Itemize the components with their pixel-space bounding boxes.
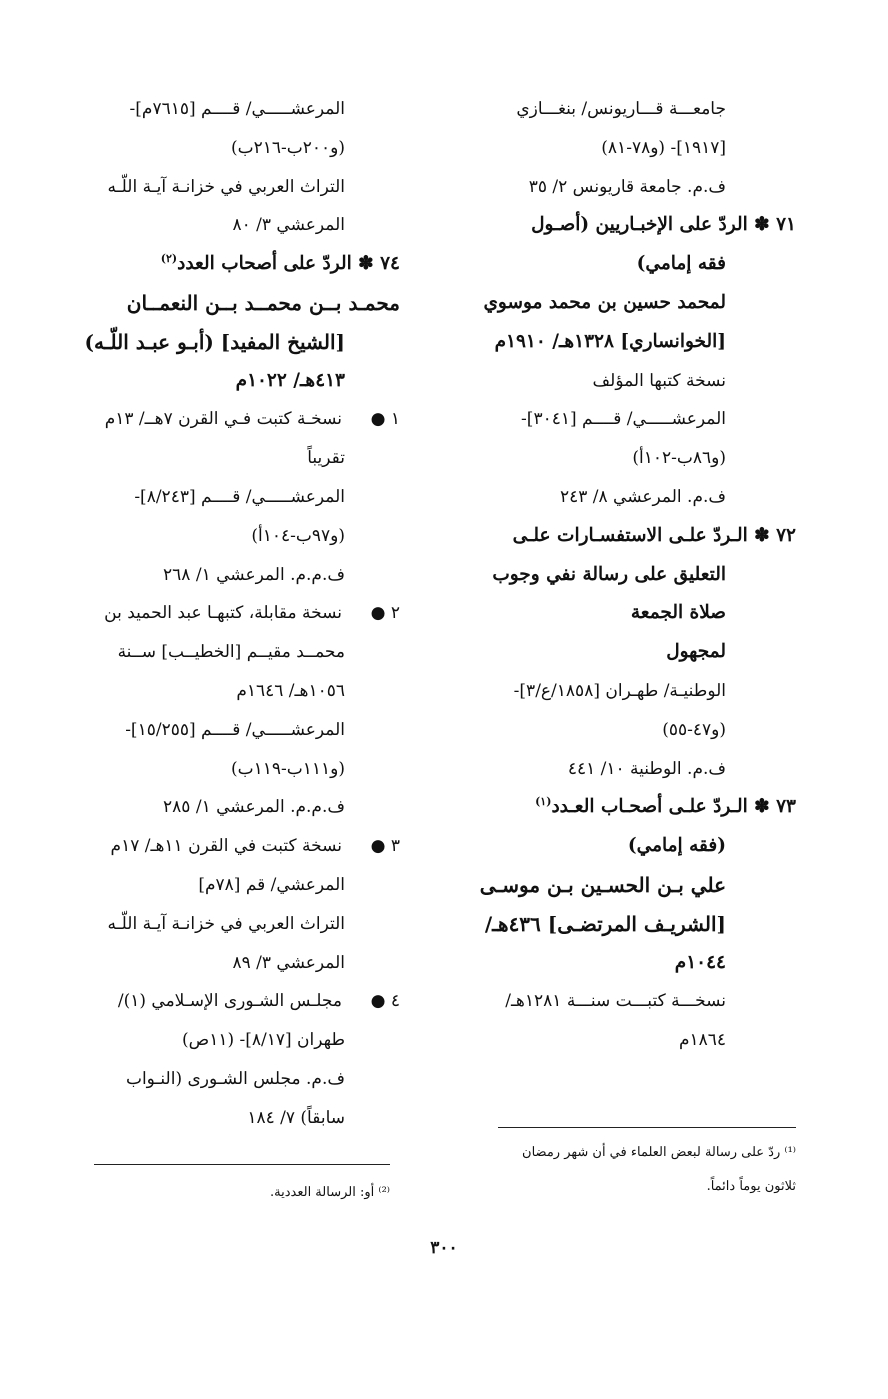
line-text: (فقه إمامي) bbox=[627, 835, 726, 857]
line-text: سابقاً) ٧/ ١٨٤ bbox=[247, 1107, 345, 1128]
right-column-line bbox=[456, 90, 796, 129]
line-text: [١٩١٧]- (و٧٨-٨١) bbox=[601, 137, 726, 158]
list-bullet: ٤ ● bbox=[370, 991, 400, 1012]
line-text: (و٨٦ب-١٠٢أ) bbox=[632, 448, 726, 469]
line-text: ١٠٥٦هـ/ ١٦٤٦م bbox=[236, 680, 345, 701]
left-column-line bbox=[55, 750, 400, 789]
left-column-line bbox=[55, 594, 400, 633]
line-text: ٧٤ ✽ الردّ على أصحاب العدد bbox=[177, 253, 400, 275]
line-text: [الشريـف المرتضـى] ٤٣٦هـ/ bbox=[484, 911, 726, 936]
line-text: ف.م. مجلس الشـورى (النـواب bbox=[125, 1068, 345, 1089]
left-column-line bbox=[55, 323, 400, 362]
right-column-line bbox=[456, 129, 796, 168]
line-text: ف.م. الوطنية ١٠/ ٤٤١ bbox=[567, 758, 726, 779]
left-column-line bbox=[55, 168, 400, 207]
right-column-line bbox=[456, 556, 796, 595]
line-text: المرعشي ٣/ ٨٠ bbox=[232, 215, 345, 236]
line-text: ف.م.م. المرعشي ١/ ٢٨٥ bbox=[163, 797, 345, 818]
left-column-line bbox=[55, 672, 400, 711]
line-text: ١٨٦٤م bbox=[678, 1030, 726, 1051]
footnote-right-line1: ⁽¹⁾ ردّ على رسالة لبعض العلماء في أن شهر رمضان bbox=[522, 1145, 796, 1160]
right-column-line bbox=[456, 323, 796, 362]
line-text: نسخة كتبت في القرن ١١هـ/ ١٧م bbox=[110, 836, 342, 857]
left-column-line bbox=[55, 905, 400, 944]
right-column-line bbox=[456, 168, 796, 207]
left-column-line bbox=[55, 788, 400, 827]
left-column-line bbox=[55, 1099, 400, 1138]
right-column-line bbox=[456, 362, 796, 401]
right-column-line bbox=[456, 206, 796, 245]
left-column-line bbox=[55, 439, 400, 478]
line-text: محمــد مقيــم [الخطيــب] ســنة bbox=[117, 642, 345, 663]
line-text: ٧٢ ✽ الـردّ علـى الاستفسـارات علـى bbox=[512, 524, 796, 546]
line-text: ف.م. جامعة قاريونس ٢/ ٣٥ bbox=[528, 176, 726, 197]
left-column-line bbox=[55, 362, 400, 401]
left-column-line bbox=[55, 1060, 400, 1099]
right-column-line bbox=[456, 866, 796, 905]
line-text: ف.م.م. المرعشي ١/ ٢٦٨ bbox=[163, 564, 345, 585]
left-column-line bbox=[55, 866, 400, 905]
line-text: نسخـــة كتبـــت سنـــة ١٢٨١هـ/ bbox=[505, 991, 726, 1012]
left-column-line bbox=[55, 711, 400, 750]
right-column-line bbox=[456, 284, 796, 323]
left-column-line bbox=[55, 206, 400, 245]
left-column-line bbox=[55, 129, 400, 168]
left-column-line bbox=[55, 1021, 400, 1060]
line-text: جامعـــة قـــاريونس/ بنغـــازي bbox=[516, 99, 726, 119]
line-text: علي بـن الحسـين بـن موسـى bbox=[479, 872, 726, 897]
line-text: التراث العربي في خزانـة آيـة اللّـه bbox=[107, 176, 345, 197]
right-column-line bbox=[456, 788, 796, 827]
footnote-rule-right bbox=[498, 1127, 796, 1128]
footnote-marker: (١) bbox=[535, 795, 552, 809]
left-column-line bbox=[55, 90, 400, 129]
line-text: ١٠٤٤م bbox=[674, 951, 726, 973]
left-column-line bbox=[55, 982, 400, 1021]
line-text: تقريباً bbox=[307, 448, 345, 469]
left-column-line bbox=[55, 633, 400, 672]
line-text: (و٤٧-٥٥) bbox=[662, 719, 726, 740]
line-text: نسخة كتبها المؤلف bbox=[592, 370, 726, 391]
line-text: ٧١ ✽ الردّ على الإخبـاريين (أصـول bbox=[531, 214, 796, 236]
right-column bbox=[456, 90, 796, 1060]
list-bullet: ١ ● bbox=[370, 409, 400, 430]
left-column-line bbox=[55, 400, 400, 439]
line-text: نسخة مقابلة، كتبهـا عبد الحميد بن bbox=[104, 603, 342, 624]
line-text: لمحمد حسين بن محمد موسوي bbox=[483, 291, 726, 313]
line-text: ف.م. المرعشي ٨/ ٢٤٣ bbox=[559, 486, 726, 507]
list-bullet: ٢ ● bbox=[370, 603, 400, 624]
right-column-line bbox=[456, 245, 796, 284]
line-text: المرعشـــــي/ قــــم [٣٠٤١]- bbox=[521, 409, 726, 430]
right-column-line bbox=[456, 594, 796, 633]
line-text: نسخـة كتبت فـي القرن ٧هــ/ ١٣م bbox=[104, 409, 342, 430]
line-text: المرعشـــــي/ قــــم [٨/٢٤٣]- bbox=[134, 486, 345, 507]
right-column-line bbox=[456, 400, 796, 439]
left-column-line bbox=[55, 245, 400, 284]
left-column-line bbox=[55, 517, 400, 556]
left-column-line bbox=[55, 478, 400, 517]
line-text: لمجهول bbox=[666, 641, 726, 663]
line-text: مجلـس الشـورى الإسـلامي (١)/ bbox=[117, 991, 342, 1012]
right-column-line bbox=[456, 905, 796, 944]
left-column-line bbox=[55, 556, 400, 595]
right-column-line bbox=[456, 478, 796, 517]
left-column bbox=[55, 90, 400, 1138]
line-text: [الشيخ المفيد] (أبـو عبـد اللّـه) bbox=[84, 329, 345, 354]
left-column-line bbox=[55, 827, 400, 866]
footnote-right-line2: ثلاثون يوماً دائماً. bbox=[706, 1179, 796, 1194]
right-column-line bbox=[456, 1021, 796, 1060]
right-column-line bbox=[456, 517, 796, 556]
line-text: (و٢٠٠ب-٢١٦ب) bbox=[230, 137, 345, 158]
footnote-rule-left bbox=[94, 1164, 390, 1165]
line-text: ٧٣ ✽ الـردّ علـى أصحـاب العـدد bbox=[551, 796, 796, 818]
line-text: (و١١١ب-١١٩ب) bbox=[230, 758, 345, 779]
line-text: التراث العربي في خزانـة آيـة اللّـه bbox=[107, 913, 345, 934]
right-column-line bbox=[456, 672, 796, 711]
line-text: طهران [٨/١٧]- (١١ص) bbox=[182, 1030, 345, 1051]
line-text: فقه إمامي) bbox=[636, 253, 726, 275]
right-column-line bbox=[456, 982, 796, 1021]
line-text: [الخوانساري] ١٣٢٨هـ/ ١٩١٠م bbox=[494, 330, 726, 352]
list-bullet: ٣ ● bbox=[370, 836, 400, 857]
right-column-line bbox=[456, 944, 796, 983]
right-column-line bbox=[456, 633, 796, 672]
right-column-line bbox=[456, 711, 796, 750]
line-text: محمـد بــن محمــد بــن النعمــان bbox=[126, 290, 400, 315]
line-text: ٤١٣هـ/ ١٠٢٢م bbox=[235, 369, 345, 391]
line-text: المرعشي/ قم [٧٨م] bbox=[198, 874, 345, 895]
line-text: صلاة الجمعة bbox=[630, 602, 726, 624]
line-text: المرعشي ٣/ ٨٩ bbox=[232, 952, 345, 973]
right-column-line bbox=[456, 827, 796, 866]
left-column-line bbox=[55, 284, 400, 323]
line-text: (و٩٧ب-١٠٤أ) bbox=[251, 525, 345, 546]
footnote-marker: (٢) bbox=[160, 252, 178, 266]
line-text: المرعشـــــي/ قــــم [٧٦١٥م]- bbox=[129, 99, 345, 119]
right-column-line bbox=[456, 750, 796, 789]
line-text: التعليق على رسالة نفي وجوب bbox=[492, 563, 726, 585]
footnote-left-line1: ⁽²⁾ أو: الرسالة العددية. bbox=[270, 1185, 390, 1200]
line-text: الوطنيـة/ طهـران [١٨٥٨/ع/٣]- bbox=[513, 680, 726, 701]
page-number: ٣٠٠ bbox=[430, 1238, 458, 1258]
right-column-line bbox=[456, 439, 796, 478]
line-text: المرعشـــــي/ قــــم [١٥/٢٥٥]- bbox=[125, 719, 345, 740]
left-column-line bbox=[55, 944, 400, 983]
